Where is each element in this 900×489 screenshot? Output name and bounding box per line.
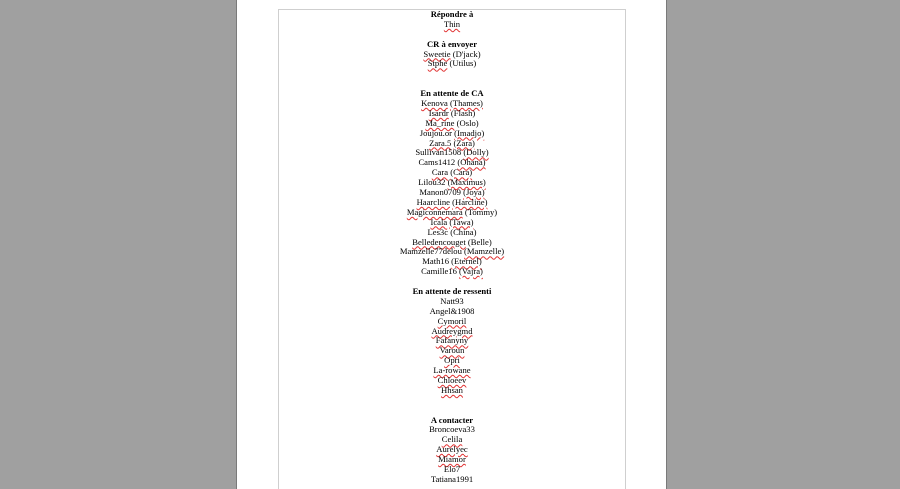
entry-sub: (Zara) bbox=[453, 137, 475, 148]
entry-sub: (Imadjo) bbox=[454, 127, 485, 138]
entry-name: Hhsan bbox=[441, 384, 463, 395]
entry-sub: (Harcline) bbox=[452, 196, 488, 207]
entry-name: Haarcline bbox=[416, 196, 450, 207]
entry-name: Chloeev bbox=[437, 374, 467, 385]
list-item bbox=[279, 267, 625, 277]
entry-name: La-rowane bbox=[433, 365, 471, 376]
entry-name: Aurelyec bbox=[436, 444, 468, 455]
entry-name: Natt93 bbox=[440, 295, 464, 306]
entry-sub: (Dolly) bbox=[463, 147, 489, 158]
entry-name: Magiconnemara bbox=[406, 206, 463, 217]
entry-name: Sullivan1508 bbox=[415, 147, 462, 158]
entry-name: Thin bbox=[443, 18, 461, 29]
entry-sub: (D'jack) bbox=[452, 48, 481, 59]
entry-name: Cymoril bbox=[437, 315, 467, 326]
entry-sub: (Eternel) bbox=[451, 256, 482, 267]
entry-sub: (Thames) bbox=[449, 98, 483, 109]
entry-name: Tatiana1991 bbox=[430, 473, 474, 484]
entry-name: Elo7 bbox=[443, 464, 461, 474]
page-content bbox=[279, 10, 625, 485]
list-item bbox=[279, 59, 625, 69]
section-heading: En attente de ressenti bbox=[412, 285, 492, 296]
entry-name: Cara bbox=[431, 167, 449, 178]
entry-name: Les3c bbox=[427, 226, 449, 237]
entry-sub: (Belle) bbox=[467, 236, 492, 247]
entry-name: Lilou32 bbox=[418, 177, 446, 188]
list-item bbox=[279, 20, 625, 30]
section-heading: A contacter bbox=[430, 414, 474, 425]
entry-name: Icala bbox=[430, 216, 448, 227]
entry-name: Opri bbox=[444, 355, 460, 366]
entry-name: Fafanyny bbox=[435, 335, 469, 346]
entry-name: Ma_rine bbox=[425, 117, 455, 128]
entry-name: Sweetie bbox=[423, 48, 451, 59]
entry-sub: (Cara) bbox=[450, 167, 473, 178]
document-page[interactable] bbox=[236, 0, 667, 489]
entry-name: Math16 bbox=[422, 256, 450, 267]
entry-name: Varoun bbox=[439, 345, 465, 356]
entry-sub: (Joya) bbox=[463, 187, 485, 198]
entry-sub: (China) bbox=[450, 226, 477, 237]
entry-name: Broncoeva33 bbox=[429, 424, 475, 435]
entry-name: Audreygmd bbox=[431, 325, 473, 336]
entry-sub: (Utilus) bbox=[449, 58, 477, 69]
entry-sub: (Tawa) bbox=[449, 216, 474, 227]
entry-name: Kenova bbox=[421, 98, 448, 109]
entry-name: Celila bbox=[441, 434, 463, 445]
section-heading: CR à envoyer bbox=[426, 38, 478, 49]
text-frame bbox=[278, 9, 626, 489]
entry-name: Mamzelle77delou bbox=[399, 246, 462, 257]
entry-sub: (Maximus) bbox=[447, 177, 486, 188]
entry-sub: (Flash) bbox=[450, 107, 476, 118]
section-heading: En attente de CA bbox=[420, 88, 484, 99]
entry-sub: (Mamzelle) bbox=[464, 246, 505, 257]
entry-name: Zara.5 bbox=[429, 137, 452, 148]
entry-sub: (Vajra) bbox=[459, 266, 483, 277]
entry-name: Angel&1908 bbox=[429, 305, 475, 316]
entry-name: Manon0709 bbox=[419, 187, 461, 198]
list-item bbox=[279, 386, 625, 396]
entry-name: Joujou.or bbox=[419, 127, 452, 138]
entry-name: Belledencouget bbox=[412, 236, 466, 247]
entry-name: Cams1412 bbox=[418, 157, 456, 168]
entry-name: Isardr bbox=[428, 107, 449, 118]
entry-name: Camille16 bbox=[421, 266, 457, 277]
section-heading: Répondre à bbox=[430, 9, 474, 19]
entry-sub: (Ohana) bbox=[457, 157, 486, 168]
entry-name: Miamor bbox=[438, 454, 466, 465]
entry-sub: (Tommy) bbox=[464, 206, 498, 217]
entry-name: Stphe bbox=[427, 58, 448, 69]
entry-sub: (Oslo) bbox=[456, 117, 479, 128]
list-item bbox=[279, 475, 625, 485]
